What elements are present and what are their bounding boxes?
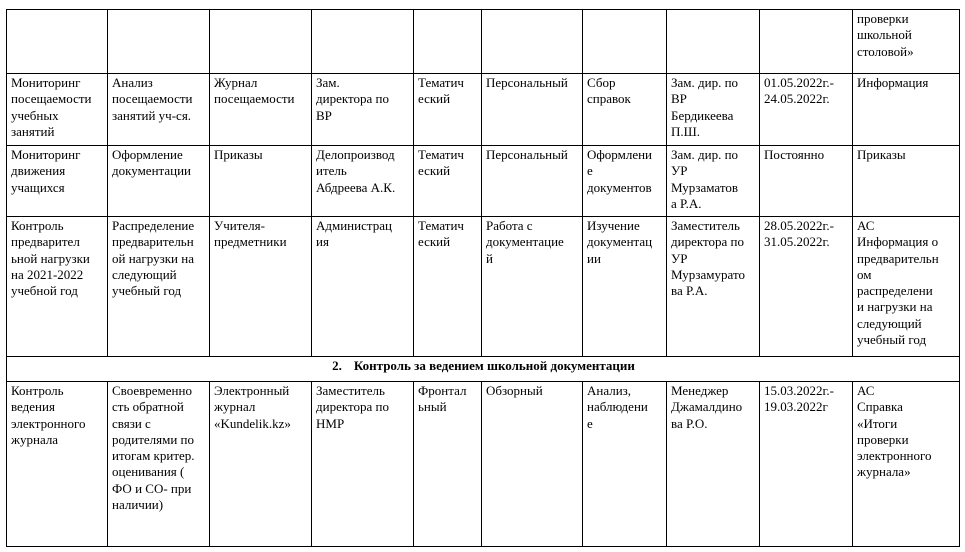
cell-text-line: НМР <box>316 415 345 431</box>
cell-text-line: Фронтал <box>418 383 467 398</box>
cell-text-line: Приказы <box>214 147 263 162</box>
cell-object <box>210 217 312 357</box>
cell-text-line: Электронный <box>214 383 290 398</box>
cell-text-line: Зам. <box>316 75 340 90</box>
cell-text-line: еский <box>418 163 451 179</box>
cell-text-line: 31.05.2022г. <box>764 234 830 250</box>
cell-text-line: занятий уч-ся. <box>112 107 192 123</box>
cell-text-line: Справка <box>857 399 903 415</box>
cell-goal <box>108 382 210 547</box>
cell-text-line: еский <box>418 234 451 250</box>
cell-text-line: директора по <box>316 399 389 415</box>
cell-responsible <box>667 217 760 357</box>
cell-text-line: Своевременно <box>112 383 192 398</box>
cell-text-line: следующий <box>857 315 922 331</box>
cell-text-line: Бердикеева <box>671 107 734 123</box>
cell-text-line: ой нагрузки на <box>112 250 194 266</box>
cell-text-line: УР <box>671 163 688 179</box>
cell-text-line: Заместитель <box>671 218 740 233</box>
cell-text-line: Мурзаматов <box>671 179 739 195</box>
cell-text-line: ва Р.А. <box>671 283 708 299</box>
cell-method <box>583 382 667 547</box>
control-plan-table <box>6 9 960 547</box>
cell-text-line: Зам. дир. по <box>671 147 739 162</box>
cell-text-line: справок <box>587 91 631 107</box>
cell-text-line: ом <box>857 266 872 282</box>
cell-text-line: Зам. дир. по <box>671 75 739 90</box>
table-row <box>7 146 960 217</box>
cell-text-line: еский <box>418 91 451 107</box>
cell-text-line: связи с <box>112 415 151 431</box>
cell-method <box>583 146 667 217</box>
table-row <box>7 382 960 547</box>
cell-goal <box>108 217 210 357</box>
cell-text-line: проверки <box>857 11 909 26</box>
cell-method <box>583 10 667 74</box>
cell-method <box>583 74 667 146</box>
section-number: 2. <box>332 358 342 373</box>
cell-text-line: «Kundelik.kz» <box>214 415 291 431</box>
cell-text-line: Абдреева А.К. <box>316 179 396 195</box>
cell-responsible <box>667 382 760 547</box>
cell-text-line: электронного <box>11 415 86 431</box>
cell-text-line: Оформление <box>112 147 183 162</box>
cell-performer <box>312 382 414 547</box>
cell-text-line: Персональный <box>486 75 568 90</box>
cell-text-line: ВР <box>671 91 687 107</box>
cell-text-line: Информация <box>857 75 929 90</box>
cell-text-line: Информация о <box>857 234 939 250</box>
cell-direction <box>7 146 108 217</box>
cell-text-line: ВР <box>316 107 332 123</box>
cell-goal <box>108 10 210 74</box>
cell-text-line: Менеджер <box>671 383 729 398</box>
cell-direction <box>7 382 108 547</box>
cell-text-line: учащихся <box>11 179 65 195</box>
cell-dates <box>760 74 853 146</box>
cell-text-line: учебных <box>11 107 59 123</box>
cell-form <box>482 74 583 146</box>
table-row <box>7 10 960 74</box>
cell-text-line: учебный год <box>857 332 927 348</box>
cell-text-line: и нагрузки на <box>857 299 933 315</box>
cell-responsible <box>667 74 760 146</box>
cell-text-line: й <box>486 250 493 266</box>
cell-object <box>210 382 312 547</box>
table-body <box>7 10 960 547</box>
cell-text-line: Изучение <box>587 218 640 233</box>
cell-direction <box>7 10 108 74</box>
cell-result <box>853 217 960 357</box>
cell-object <box>210 10 312 74</box>
cell-text-line: Работа с <box>486 218 533 233</box>
cell-text-line: итогам критер. <box>112 448 195 464</box>
cell-text-line: 19.03.2022г <box>764 399 828 415</box>
cell-text-line: Тематич <box>418 147 464 162</box>
cell-text-line: ФО и СО- при <box>112 480 192 496</box>
cell-text-line: 24.05.2022г. <box>764 91 830 107</box>
cell-goal <box>108 74 210 146</box>
cell-object <box>210 74 312 146</box>
cell-type <box>414 217 482 357</box>
cell-text-line: ва Р.О. <box>671 415 708 431</box>
cell-text-line: наличии) <box>112 497 164 513</box>
cell-text-line: П.Ш. <box>671 123 701 139</box>
cell-text-line: электронного <box>857 448 932 464</box>
cell-type <box>414 10 482 74</box>
cell-dates <box>760 10 853 74</box>
cell-text-line: директора по <box>316 91 389 107</box>
cell-text-line: оценивания ( <box>112 464 185 480</box>
section-title: Контроль за ведением школьной документации <box>353 358 635 373</box>
cell-text-line: ьный <box>418 399 447 415</box>
cell-text-line: Администрац <box>316 218 392 233</box>
cell-text-line: Контроль <box>11 383 64 398</box>
cell-dates <box>760 146 853 217</box>
cell-text-line: посещаемости <box>11 91 92 107</box>
cell-text-line: 15.03.2022г.- <box>764 383 834 398</box>
cell-text-line: посещаемости <box>214 91 295 107</box>
cell-result <box>853 146 960 217</box>
cell-responsible <box>667 146 760 217</box>
cell-text-line: Тематич <box>418 75 464 90</box>
cell-text-line: предварител <box>11 234 80 250</box>
cell-text-line: Учителя- <box>214 218 265 233</box>
cell-result <box>853 10 960 74</box>
cell-text-line: школьной <box>857 27 912 43</box>
cell-text-line: родителями по <box>112 431 195 447</box>
cell-method <box>583 217 667 357</box>
cell-text-line: документов <box>587 179 652 195</box>
cell-text-line: предварительн <box>857 250 939 266</box>
cell-type <box>414 146 482 217</box>
cell-text-line: е <box>587 415 593 431</box>
cell-form <box>482 146 583 217</box>
section-header-row <box>7 357 960 382</box>
cell-text-line: предварительн <box>112 234 194 250</box>
cell-performer <box>312 146 414 217</box>
cell-text-line: АС <box>857 383 875 398</box>
cell-object <box>210 146 312 217</box>
cell-type <box>414 74 482 146</box>
cell-text-line: ведения <box>11 399 55 415</box>
cell-text-line: 01.05.2022г.- <box>764 75 834 90</box>
cell-text-line: наблюдени <box>587 399 648 415</box>
table-row <box>7 74 960 146</box>
cell-text-line: посещаемости <box>112 91 193 107</box>
cell-text-line: Сбор <box>587 75 616 90</box>
cell-text-line: Тематич <box>418 218 464 233</box>
cell-text-line: учебной год <box>11 283 78 299</box>
cell-dates <box>760 382 853 547</box>
cell-text-line: «Итоги <box>857 415 898 431</box>
cell-goal <box>108 146 210 217</box>
cell-text-line: проверки <box>857 431 909 447</box>
cell-performer <box>312 10 414 74</box>
cell-text-line: журнала <box>11 431 59 447</box>
cell-text-line: журнал <box>214 399 256 415</box>
cell-text-line: сть обратной <box>112 399 184 415</box>
cell-text-line: Джамалдино <box>671 399 743 415</box>
cell-text-line: Заместитель <box>316 383 385 398</box>
cell-text-line: е <box>587 163 593 179</box>
cell-text-line: Обзорный <box>486 383 543 398</box>
cell-text-line: документации <box>112 163 192 179</box>
cell-performer <box>312 217 414 357</box>
cell-text-line: Мониторинг <box>11 75 81 90</box>
table-row <box>7 217 960 357</box>
cell-form <box>482 382 583 547</box>
cell-text-line: учебный год <box>112 283 182 299</box>
cell-direction <box>7 217 108 357</box>
cell-text-line: АС <box>857 218 875 233</box>
cell-text-line: Оформлени <box>587 147 653 162</box>
cell-text-line: Анализ, <box>587 383 632 398</box>
cell-text-line: предметники <box>214 234 287 250</box>
cell-form <box>482 217 583 357</box>
cell-text-line: Мониторинг <box>11 147 81 162</box>
cell-text-line: Анализ <box>112 75 153 90</box>
cell-text-line: 28.05.2022г.- <box>764 218 834 233</box>
cell-dates <box>760 217 853 357</box>
cell-result <box>853 382 960 547</box>
cell-text-line: Мурзамурато <box>671 266 745 282</box>
cell-direction <box>7 74 108 146</box>
cell-performer <box>312 74 414 146</box>
cell-text-line: Делопроизвод <box>316 147 395 162</box>
cell-text-line: Персональный <box>486 147 568 162</box>
cell-text-line: директора по <box>671 234 744 250</box>
cell-text-line: итель <box>316 163 347 179</box>
cell-text-line: Журнал <box>214 75 258 90</box>
cell-text-line: столовой» <box>857 43 914 59</box>
cell-text-line: распределени <box>857 283 933 299</box>
cell-text-line: ьной нагрузки <box>11 250 90 266</box>
cell-result <box>853 74 960 146</box>
cell-text-line: ия <box>316 234 329 250</box>
cell-text-line: ии <box>587 250 601 266</box>
cell-text-line: документацие <box>486 234 564 250</box>
cell-responsible <box>667 10 760 74</box>
cell-form <box>482 10 583 74</box>
cell-text-line: занятий <box>11 123 55 139</box>
cell-text-line: движения <box>11 163 66 179</box>
cell-text-line: Контроль <box>11 218 64 233</box>
cell-text-line: Распределение <box>112 218 195 233</box>
section-header-cell <box>7 357 960 382</box>
cell-text-line: УР <box>671 250 688 266</box>
cell-text-line: Постоянно <box>764 147 825 162</box>
cell-text-line: следующий <box>112 266 177 282</box>
cell-text-line: а Р.А. <box>671 195 702 211</box>
cell-text-line: журнала» <box>857 464 911 480</box>
cell-text-line: Приказы <box>857 147 906 162</box>
cell-text-line: на 2021-2022 <box>11 266 84 282</box>
cell-text-line: документац <box>587 234 653 250</box>
cell-type <box>414 382 482 547</box>
